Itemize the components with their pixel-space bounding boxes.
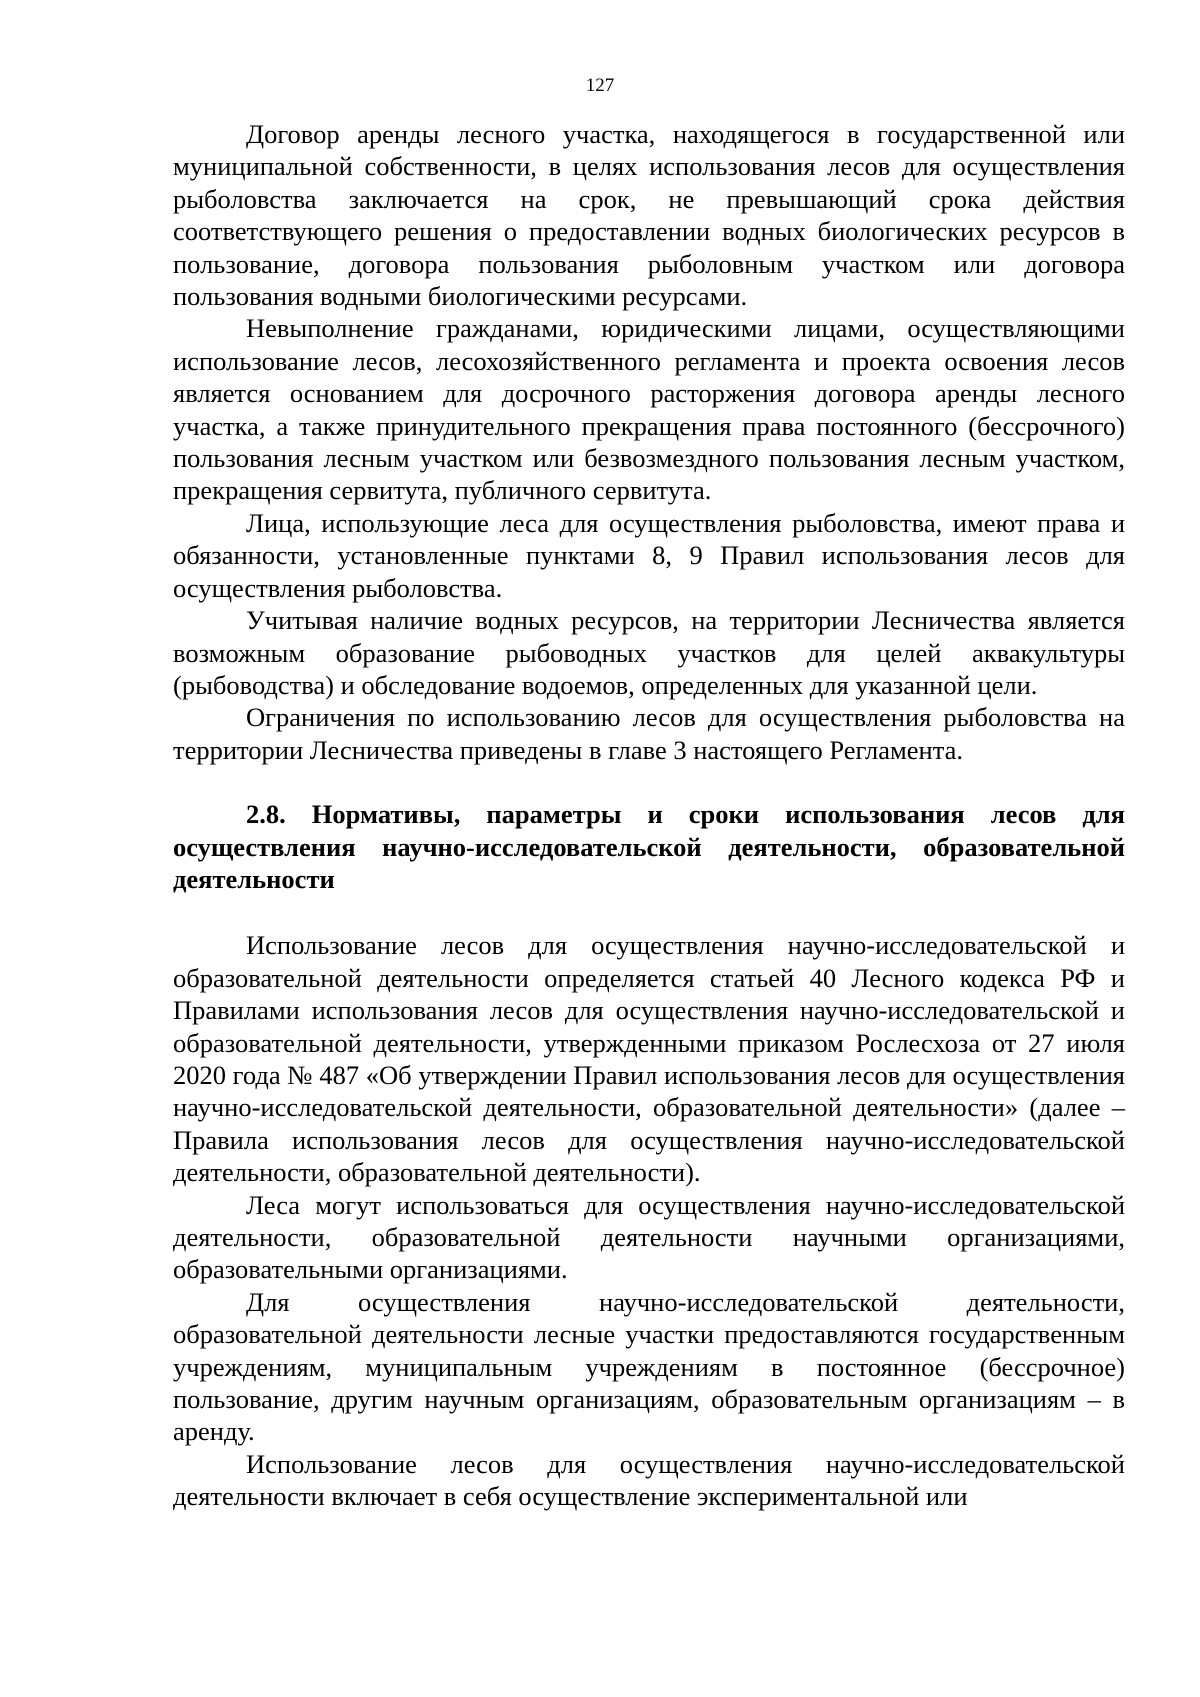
paragraph-restrictions: Ограничения по использованию лесов для осуществления рыболовства на территории Лесничества приведены в главе 3 настоящего Регламента. — [173, 702, 1125, 765]
paragraph-research-scope: Использование лесов для осуществления научно-исследовательской деятельности включает в себя осуществление экспериментальной или — [173, 1448, 1125, 1512]
document-body — [173, 118, 1125, 1513]
paragraph-lease-term: Договор аренды лесного участка, находящегося в государственной или муниципальной собственности, в целях использования лесов для осуществления рыболовства заключается на срок, не превышающий срока действия соответствующего решения о предоставлении водных биологических ресурсов в пользование, договора пользования рыболовным участком или договора пользования водными биологическими ресурсами. — [173, 119, 1125, 312]
page-number: 127 — [585, 75, 615, 96]
paragraph-non-compliance: Невыполнение гражданами, юридическими лицами, осуществляющими использование лесов, лесохозяйственного регламента и проекта освоения лесов является основанием для досрочного расторжения договора аренды лесного участка, а также принудительного прекращения права постоянного (бессрочного) пользования лесным участком или безвозмездного пользования лесным участком, прекращения сервитута, публичного сервитута. — [173, 313, 1125, 506]
paragraph-fish-farming: Учитывая наличие водных ресурсов, на территории Лесничества является возможным образование рыбоводных участков для целей аквакультуры (рыбоводства) и обследование водоемов, определенных для указанной цели. — [173, 605, 1125, 700]
paragraph-provision: Для осуществления научно-исследовательской деятельности, образовательной деятельности лесные участки предоставляются государственным учреждениям, муниципальным учреждениям в постоянное (бессрочное) пользование, другим научным организациям, образовательным организациям – в аренду. — [173, 1286, 1125, 1447]
paragraph-users: Леса могут использоваться для осуществления научно-исследовательской деятельности, образовательной деятельности научными организациями, образовательными организациями. — [173, 1189, 1125, 1285]
paragraph-legal-basis: Использование лесов для осуществления научно-исследовательской и образовательной деятельности определяется статьей 40 Лесного кодекса РФ и Правилами использования лесов для осуществления научно-исследовательской и образовательной деятельности, утвержденными приказом Рослесхоза от 27 июля 2020 года № 487 «Об утверждении Правил использования лесов для осуществления научно-исследовательской деятельности, образовательной деятельности» (далее – Правила использования лесов для осуществления научно-исследовательской деятельности, образовательной деятельности). — [173, 930, 1125, 1188]
section-heading: 2.8. Нормативы, параметры и сроки использования лесов для осуществления научно-исследовательской деятельности, образовательной деятельности — [173, 799, 1125, 894]
paragraph-rights-obligations: Лица, использующие леса для осуществления рыболовства, имеют права и обязанности, установленные пунктами 8, 9 Правил использования лесов для осуществления рыболовства. — [173, 507, 1125, 603]
